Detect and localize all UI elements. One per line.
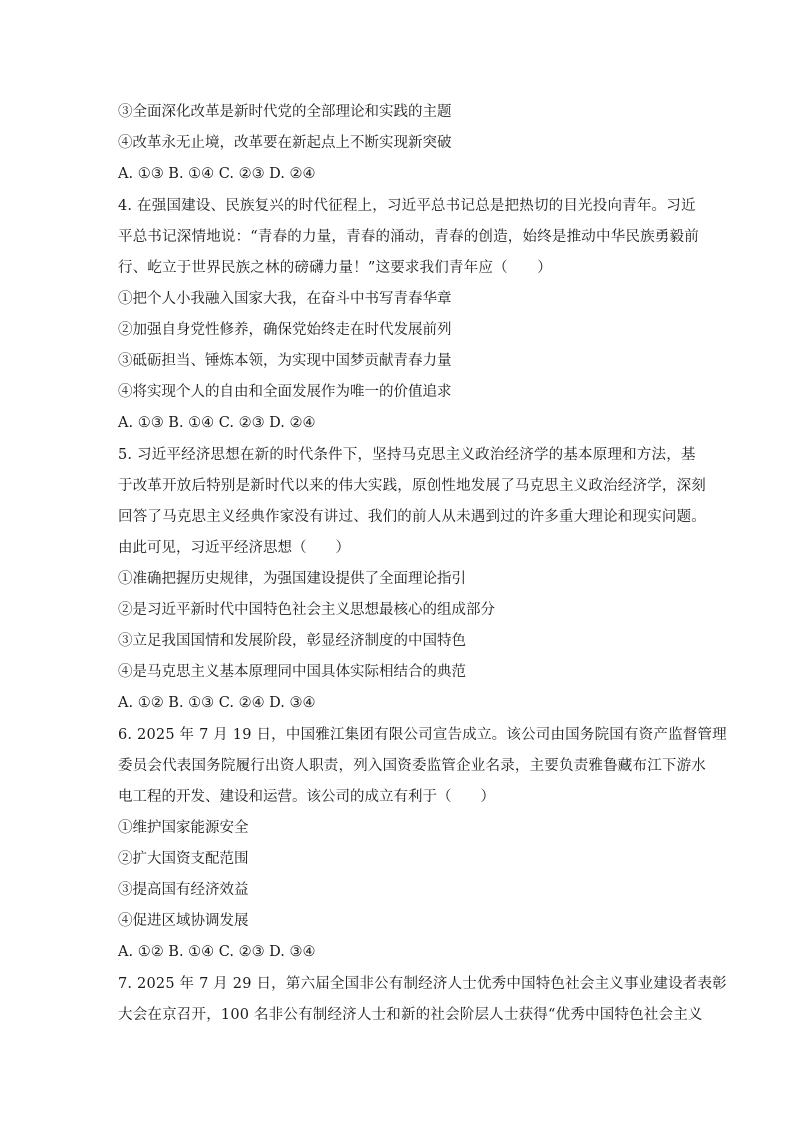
answer-choices: A. ①③ B. ①④ C. ②③ D. ②④: [118, 166, 316, 182]
option-4: ④改革永无止境，改革要在新起点上不断实现新突破: [118, 135, 452, 151]
question-6-text: 委员会代表国务院履行出资人职责，列入国资委监管企业名录，主要负责雅鲁藏布江下游水: [118, 758, 706, 774]
option-4: ④是马克思主义基本原理同中国具体实际相结合的典范: [118, 664, 466, 680]
option-4: ④促进区域协调发展: [118, 913, 249, 929]
option-3: ③提高国有经济效益: [118, 882, 249, 898]
question-4-text: 行、屹立于世界民族之林的磅礴力量！”这要求我们青年应（ ）: [118, 260, 552, 276]
option-1: ①维护国家能源安全: [118, 820, 249, 836]
question-5-text: 由此可见，习近平经济思想（ ）: [118, 540, 350, 556]
question-4-text: 4. 在强国建设、民族复兴的时代征程上，习近平总书记总是把热切的目光投向青年。习近: [118, 198, 696, 214]
answer-choices: A. ①② B. ①③ C. ②④ D. ③④: [118, 695, 316, 711]
question-5-text: 5. 习近平经济思想在新的时代条件下，坚持马克思主义政治经济学的基本原理和方法，基: [118, 447, 696, 463]
option-1: ①准确把握历史规律，为强国建设提供了全面理论指引: [118, 571, 466, 587]
question-7-text: 大会在京召开，100 名非公有制经济人士和新的社会阶层人士获得“优秀中国特色社会主义: [118, 1007, 703, 1023]
question-7-text: 7. 2025 年 7 月 29 日，第六届全国非公有制经济人士优秀中国特色社会主义事业建设者表彰: [118, 976, 727, 992]
answer-choices: A. ①② B. ①④ C. ②③ D. ③④: [118, 944, 316, 960]
answer-choices: A. ①③ B. ①④ C. ②③ D. ②④: [118, 415, 316, 431]
question-5-text: 于改革开放后特别是新时代以来的伟大实践，原创性地发展了马克思主义政治经济学，深刻: [118, 478, 706, 494]
question-6-text: 电工程的开发、建设和运营。该公司的成立有利于（ ）: [118, 789, 495, 805]
option-4: ④将实现个人的自由和全面发展作为唯一的价值追求: [118, 384, 452, 400]
question-5-text: 回答了马克思主义经典作家没有讲过、我们的前人从未遇到过的许多重大理论和现实问题。: [118, 509, 706, 525]
option-2: ②扩大国资支配范围: [118, 851, 249, 867]
option-3: ③砥砺担当、锤炼本领，为实现中国梦贡献青春力量: [118, 353, 452, 369]
question-4-text: 平总书记深情地说：“青春的力量，青春的涌动，青春的创造，始终是推动中华民族勇毅前: [118, 229, 699, 245]
option-3: ③全面深化改革是新时代党的全部理论和实践的主题: [118, 104, 452, 120]
question-6-text: 6. 2025 年 7 月 19 日，中国雅江集团有限公司宣告成立。该公司由国务院国有资产监督管理: [118, 727, 727, 743]
option-2: ②是习近平新时代中国特色社会主义思想最核心的组成部分: [118, 602, 495, 618]
option-1: ①把个人小我融入国家大我，在奋斗中书写青春华章: [118, 291, 452, 307]
option-2: ②加强自身党性修养，确保党始终走在时代发展前列: [118, 322, 452, 338]
option-3: ③立足我国国情和发展阶段，彰显经济制度的中国特色: [118, 633, 466, 649]
